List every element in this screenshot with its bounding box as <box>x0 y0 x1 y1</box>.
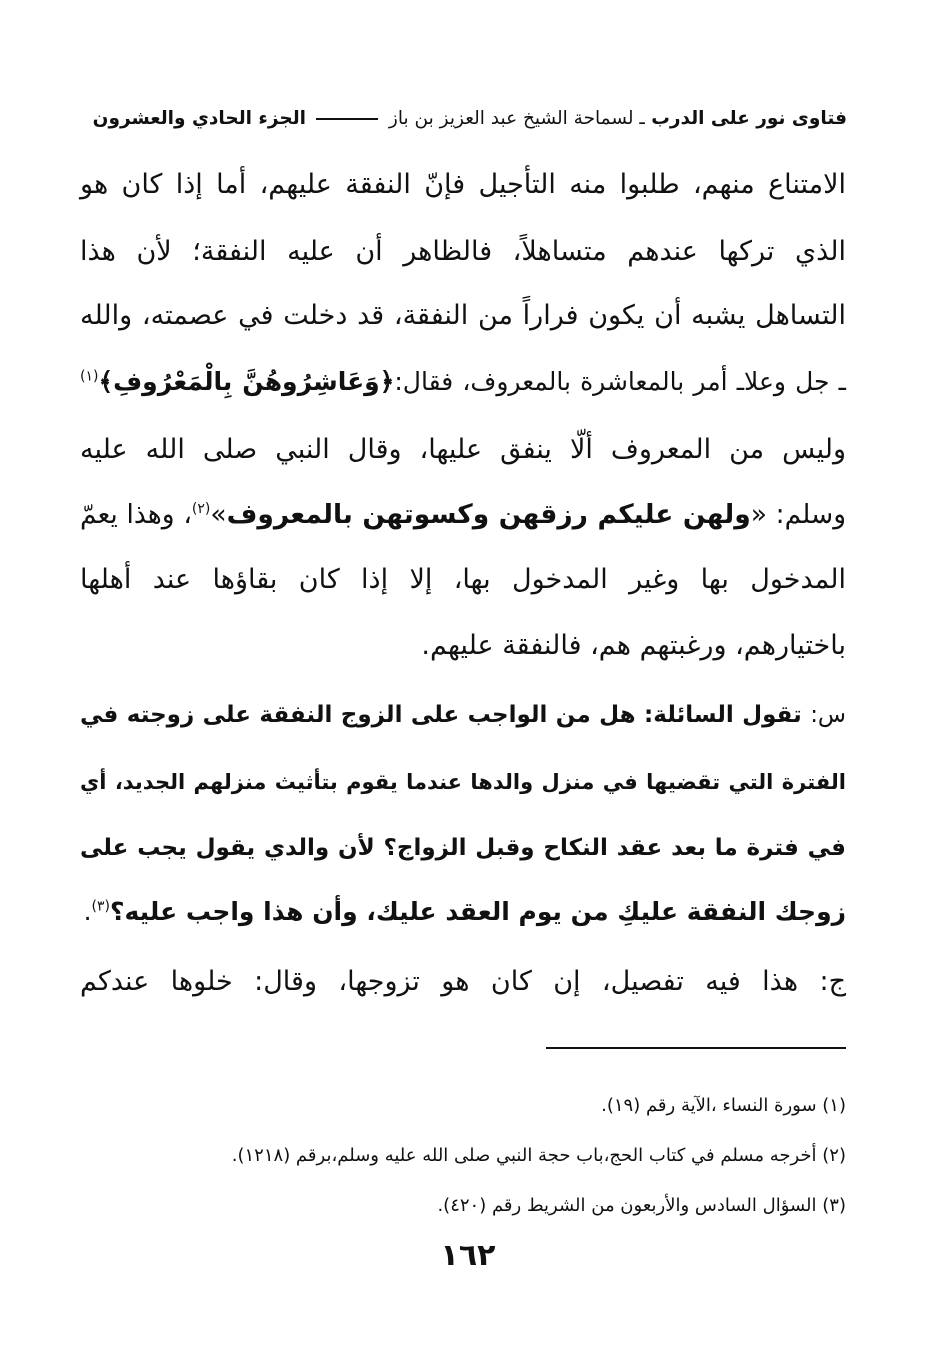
paragraph-line: الامتناع منهم، طلبوا منه التأجيل فإنّ النفقة عليهم، أما إذا كان هو <box>80 169 846 200</box>
page-number: ١٦٢ <box>440 1238 496 1273</box>
footnote: (٣) السؤال السادس والأربعون من الشريط رقم (٤٢٠). <box>437 1195 846 1216</box>
paragraph-line: التساهل يشبه أن يكون فراراً من النفقة، قد دخلت في عصمته، والله <box>80 300 846 331</box>
line-text: » <box>210 499 227 530</box>
line-text: وسلم: « <box>750 499 846 530</box>
footnote: (١) سورة النساء ،الآية رقم (١٩). <box>601 1095 846 1116</box>
paragraph-line: الذي تركها عندهم متساهلاً، فالظاهر أن عليه النفقة؛ لأن هذا <box>80 236 846 267</box>
quran-verse: ﴿وَعَاشِرُوهُنَّ بِالْمَعْرُوفِ﴾ <box>98 367 395 396</box>
question-line: في فترة ما بعد عقد النكاح وقبل الزواج؟ لأن والدي يقول يجب على <box>80 835 846 861</box>
line-text: ـ جل وعلاـ أمر بالمعاشرة بالمعروف، فقال: <box>394 367 846 396</box>
paragraph-line: وليس من المعروف ألّا ينفق عليها، وقال النبي صلى الله عليه <box>80 434 846 465</box>
footnote-ref: (١) <box>80 368 99 385</box>
question-prefix: س: <box>810 702 847 728</box>
line-text: ، وهذا يعمّ <box>80 499 192 530</box>
question-line <box>80 892 846 932</box>
running-header: فتاوى نور على الدرب ـ لسماحة الشيخ عبد العزيز بن باز الجزء الحادي والعشرون <box>92 108 847 129</box>
footnote-ref: (٢) <box>191 501 211 518</box>
paragraph-line: المدخول بها وغير المدخول بها، إلا إذا كان بقاؤها عند أهلها <box>80 564 846 595</box>
line-text: . <box>83 897 92 926</box>
question-text: تقول السائلة: هل من الواجب على الزوج النفقة على زوجته في <box>80 702 802 728</box>
question-text: زوجك النفقة عليكِ من يوم العقد عليك، وأن هذا واجب عليه؟ <box>110 897 846 926</box>
volume-label: الجزء الحادي والعشرون <box>92 108 307 129</box>
question-line <box>80 695 846 735</box>
footnote: (٢) أخرجه مسلم في كتاب الحج،باب حجة النبي صلى الله عليه وسلم،برقم (١٢١٨). <box>231 1145 846 1166</box>
footnote-divider <box>546 1047 846 1049</box>
author-name: لسماحة الشيخ عبد العزيز بن باز <box>388 108 634 129</box>
paragraph-line: باختيارهم، ورغبتهم هم، فالنفقة عليهم. <box>421 630 846 661</box>
question-line: الفترة التي تقضيها في منزل والدها عندما يقوم بتأثيث منزلهم الجديد، أي <box>80 770 846 794</box>
answer-line: ج: هذا فيه تفصيل، إن كان هو تزوجها، وقال: خلوها عندكم <box>80 966 846 997</box>
header-dash <box>316 118 378 120</box>
hadith-quote: ولهن عليكم رزقهن وكسوتهن بالمعروف <box>226 499 751 530</box>
paragraph-line <box>80 362 846 402</box>
footnote-ref: (٣) <box>91 898 110 915</box>
book-title: فتاوى نور على الدرب <box>651 108 847 129</box>
paragraph-line <box>80 495 846 535</box>
